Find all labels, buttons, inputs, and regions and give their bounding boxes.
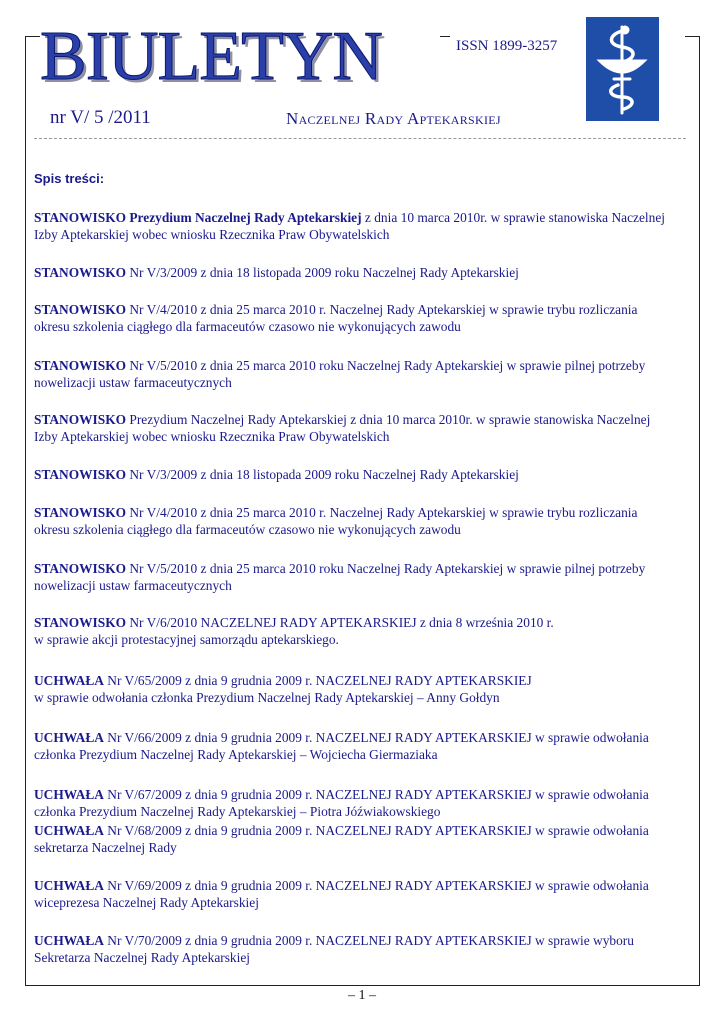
toc-entry[interactable] [34, 822, 674, 856]
entry-type: UCHWAŁA [34, 878, 104, 893]
issue-number: nr V/ 5 /2011 [50, 107, 151, 128]
entry-description: Nr V/4/2010 z dnia 25 marca 2010 r. Naczelnej Rady Aptekarskiej w sprawie trybu rozliczania okresu szkolenia ciągłego dla farmaceutów czasowo nie wykonujących zawodu [34, 505, 638, 537]
page-number: – 1 – [348, 988, 376, 1003]
entry-description: z dnia 10 marca 2010r. w sprawie stanowiska Naczelnej Izby Aptekarskiej wobec wniosku Rzecznika Praw Obywatelskich [34, 210, 665, 242]
entry-issuer: Prezydium Naczelnej Rady Aptekarskiej [126, 210, 362, 225]
entry-description: Nr V/3/2009 z dnia 18 listopada 2009 roku Naczelnej Rady Aptekarskiej [126, 467, 519, 482]
entry-type: STANOWISKO [34, 505, 127, 520]
toc-entry[interactable] [34, 357, 674, 391]
toc-entry[interactable] [34, 614, 674, 648]
bowl-of-hygieia-icon [586, 17, 659, 121]
toc-entry[interactable] [34, 877, 674, 911]
publisher-name: Naczelnej Rady Aptekarskiej [286, 109, 501, 128]
entry-type: STANOWISKO [34, 210, 127, 225]
entry-type: STANOWISKO [34, 615, 127, 630]
entry-description: Nr V/4/2010 z dnia 25 marca 2010 r. Naczelnej Rady Aptekarskiej w sprawie trybu rozliczania okresu szkolenia ciągłego dla farmaceutów czasowo nie wykonujących zawodu [34, 302, 638, 334]
toc-entry[interactable] [34, 504, 674, 538]
entry-type: STANOWISKO [34, 561, 127, 576]
issn-label: ISSN 1899-3257 [456, 38, 558, 54]
toc-entry[interactable] [34, 411, 674, 445]
entry-type: STANOWISKO [34, 302, 127, 317]
entry-type: UCHWAŁA [34, 673, 104, 688]
toc-entry[interactable] [34, 786, 674, 820]
toc-entry[interactable] [34, 729, 674, 763]
toc-entry[interactable] [34, 209, 674, 243]
entry-description: Nr V/3/2009 z dnia 18 listopada 2009 roku Naczelnej Rady Aptekarskiej [126, 265, 519, 280]
entry-subject: w sprawie odwołania członka Prezydium Naczelnej Rady Aptekarskiej – Anny Gołdyn [34, 690, 500, 705]
entry-description: Nr V/5/2010 z dnia 25 marca 2010 roku Naczelnej Rady Aptekarskiej w sprawie pilnej potrzeby nowelizacji ustaw farmaceutycznych [34, 561, 646, 593]
toc-entry[interactable] [34, 672, 674, 706]
entry-description: Nr V/68/2009 z dnia 9 grudnia 2009 r. NACZELNEJ RADY APTEKARSKIEJ w sprawie odwołania sekretarza Naczelnej Rady [34, 823, 649, 855]
toc-entry[interactable] [34, 932, 674, 966]
entry-description: Nr V/6/2010 NACZELNEJ RADY APTEKARSKIEJ z dnia 8 września 2010 r. [126, 615, 554, 630]
header-divider [34, 138, 686, 139]
entry-description: Nr V/66/2009 z dnia 9 grudnia 2009 r. NACZELNEJ RADY APTEKARSKIEJ w sprawie odwołania członka Prezydium Naczelnej Rady Aptekarskiej – Wojciecha Giermaziaka [34, 730, 649, 762]
toc-entry[interactable] [34, 466, 674, 483]
entry-description: Nr V/5/2010 z dnia 25 marca 2010 roku Naczelnej Rady Aptekarskiej w sprawie pilnej potrzeby nowelizacji ustaw farmaceutycznych [34, 358, 646, 390]
entry-type: STANOWISKO [34, 412, 127, 427]
toc-heading: Spis treści: [34, 171, 105, 186]
toc-entry[interactable] [34, 560, 674, 594]
entry-type: UCHWAŁA [34, 730, 104, 745]
entry-description: Nr V/65/2009 z dnia 9 grudnia 2009 r. NACZELNEJ RADY APTEKARSKIEJ [103, 673, 532, 688]
entry-type: UCHWAŁA [34, 933, 104, 948]
toc-entry[interactable] [34, 301, 674, 335]
entry-type: STANOWISKO [34, 467, 127, 482]
entry-description: Nr V/70/2009 z dnia 9 grudnia 2009 r. NACZELNEJ RADY APTEKARSKIEJ w sprawie wyboru Sekretarza Naczelnej Rady Aptekarskiej [34, 933, 634, 965]
entry-description: Prezydium Naczelnej Rady Aptekarskiej z dnia 10 marca 2010r. w sprawie stanowiska Naczelnej Izby Aptekarskiej wobec wniosku Rzecznika Praw Obywatelskich [34, 412, 651, 444]
entry-description: Nr V/67/2009 z dnia 9 grudnia 2009 r. NACZELNEJ RADY APTEKARSKIEJ w sprawie odwołania członka Prezydium Naczelnej Rady Aptekarskiej – Piotra Jóźwiakowskiego [34, 787, 649, 819]
entry-type: UCHWAŁA [34, 787, 104, 802]
toc-entry[interactable] [34, 264, 674, 281]
entry-type: UCHWAŁA [34, 823, 104, 838]
entry-subject: w sprawie akcji protestacyjnej samorządu aptekarskiego. [34, 632, 339, 647]
entry-type: STANOWISKO [34, 265, 127, 280]
bulletin-title: BIULETYN [40, 18, 382, 95]
entry-description: Nr V/69/2009 z dnia 9 grudnia 2009 r. NACZELNEJ RADY APTEKARSKIEJ w sprawie odwołania wiceprezesa Naczelnej Rady Aptekarskiej [34, 878, 649, 910]
entry-type: STANOWISKO [34, 358, 127, 373]
